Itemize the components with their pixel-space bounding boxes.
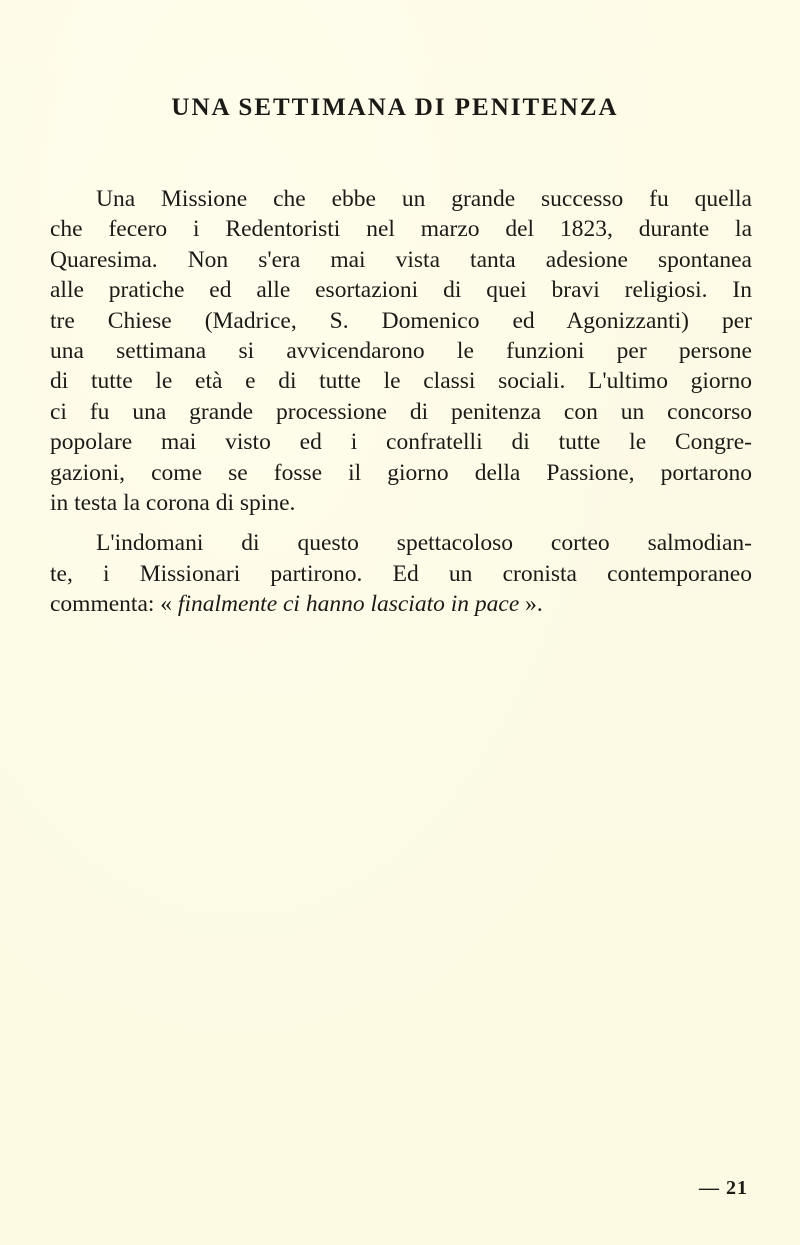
quote-prefix: commenta: « [50,591,178,618]
text-line-quote [50,589,752,619]
paragraph-gap [50,518,752,528]
page-number: — 21 [699,1177,748,1199]
text-line: Una Missione che ebbe un grande successo fu quella [96,186,752,212]
text-line: Quaresima. Non s'era mai vista tanta adesione spontanea [50,246,752,273]
quote-text: finalmente ci hanno lasciato in pace [177,591,520,618]
body-text [50,184,752,619]
text-line: gazioni, come se fosse il giorno della Passione, portarono [50,459,752,486]
text-line: alle pratiche ed alle esortazioni di quei bravi religiosi. In [50,277,752,304]
text-line: che fecero i Redentoristi nel marzo del 1823, durante la [50,216,752,243]
text-line: una settimana si avvicendarono le funzioni per persone [50,337,752,364]
text-line: tre Chiese (Madrice, S. Domenico ed Agonizzanti) per [50,307,752,334]
page-title: UNA SETTIMANA DI PENITENZA [171,94,619,121]
text-line: in testa la corona di spine. [50,489,296,516]
text-line: L'indomani di questo spettacoloso corteo salmodian- [96,530,752,557]
text-line: popolare mai visto ed i confratelli di tutte le Congre- [50,429,752,456]
quote-suffix: ». [519,591,543,618]
text-line: ci fu una grande processione di penitenza con un concorso [50,398,752,425]
paragraph-1 [50,184,752,518]
paragraph-2 [50,528,752,619]
text-line: te, i Missionari partirono. Ed un cronista contemporaneo [50,560,752,587]
text-line: di tutte le età e di tutte le classi sociali. L'ultimo giorno [50,368,752,395]
